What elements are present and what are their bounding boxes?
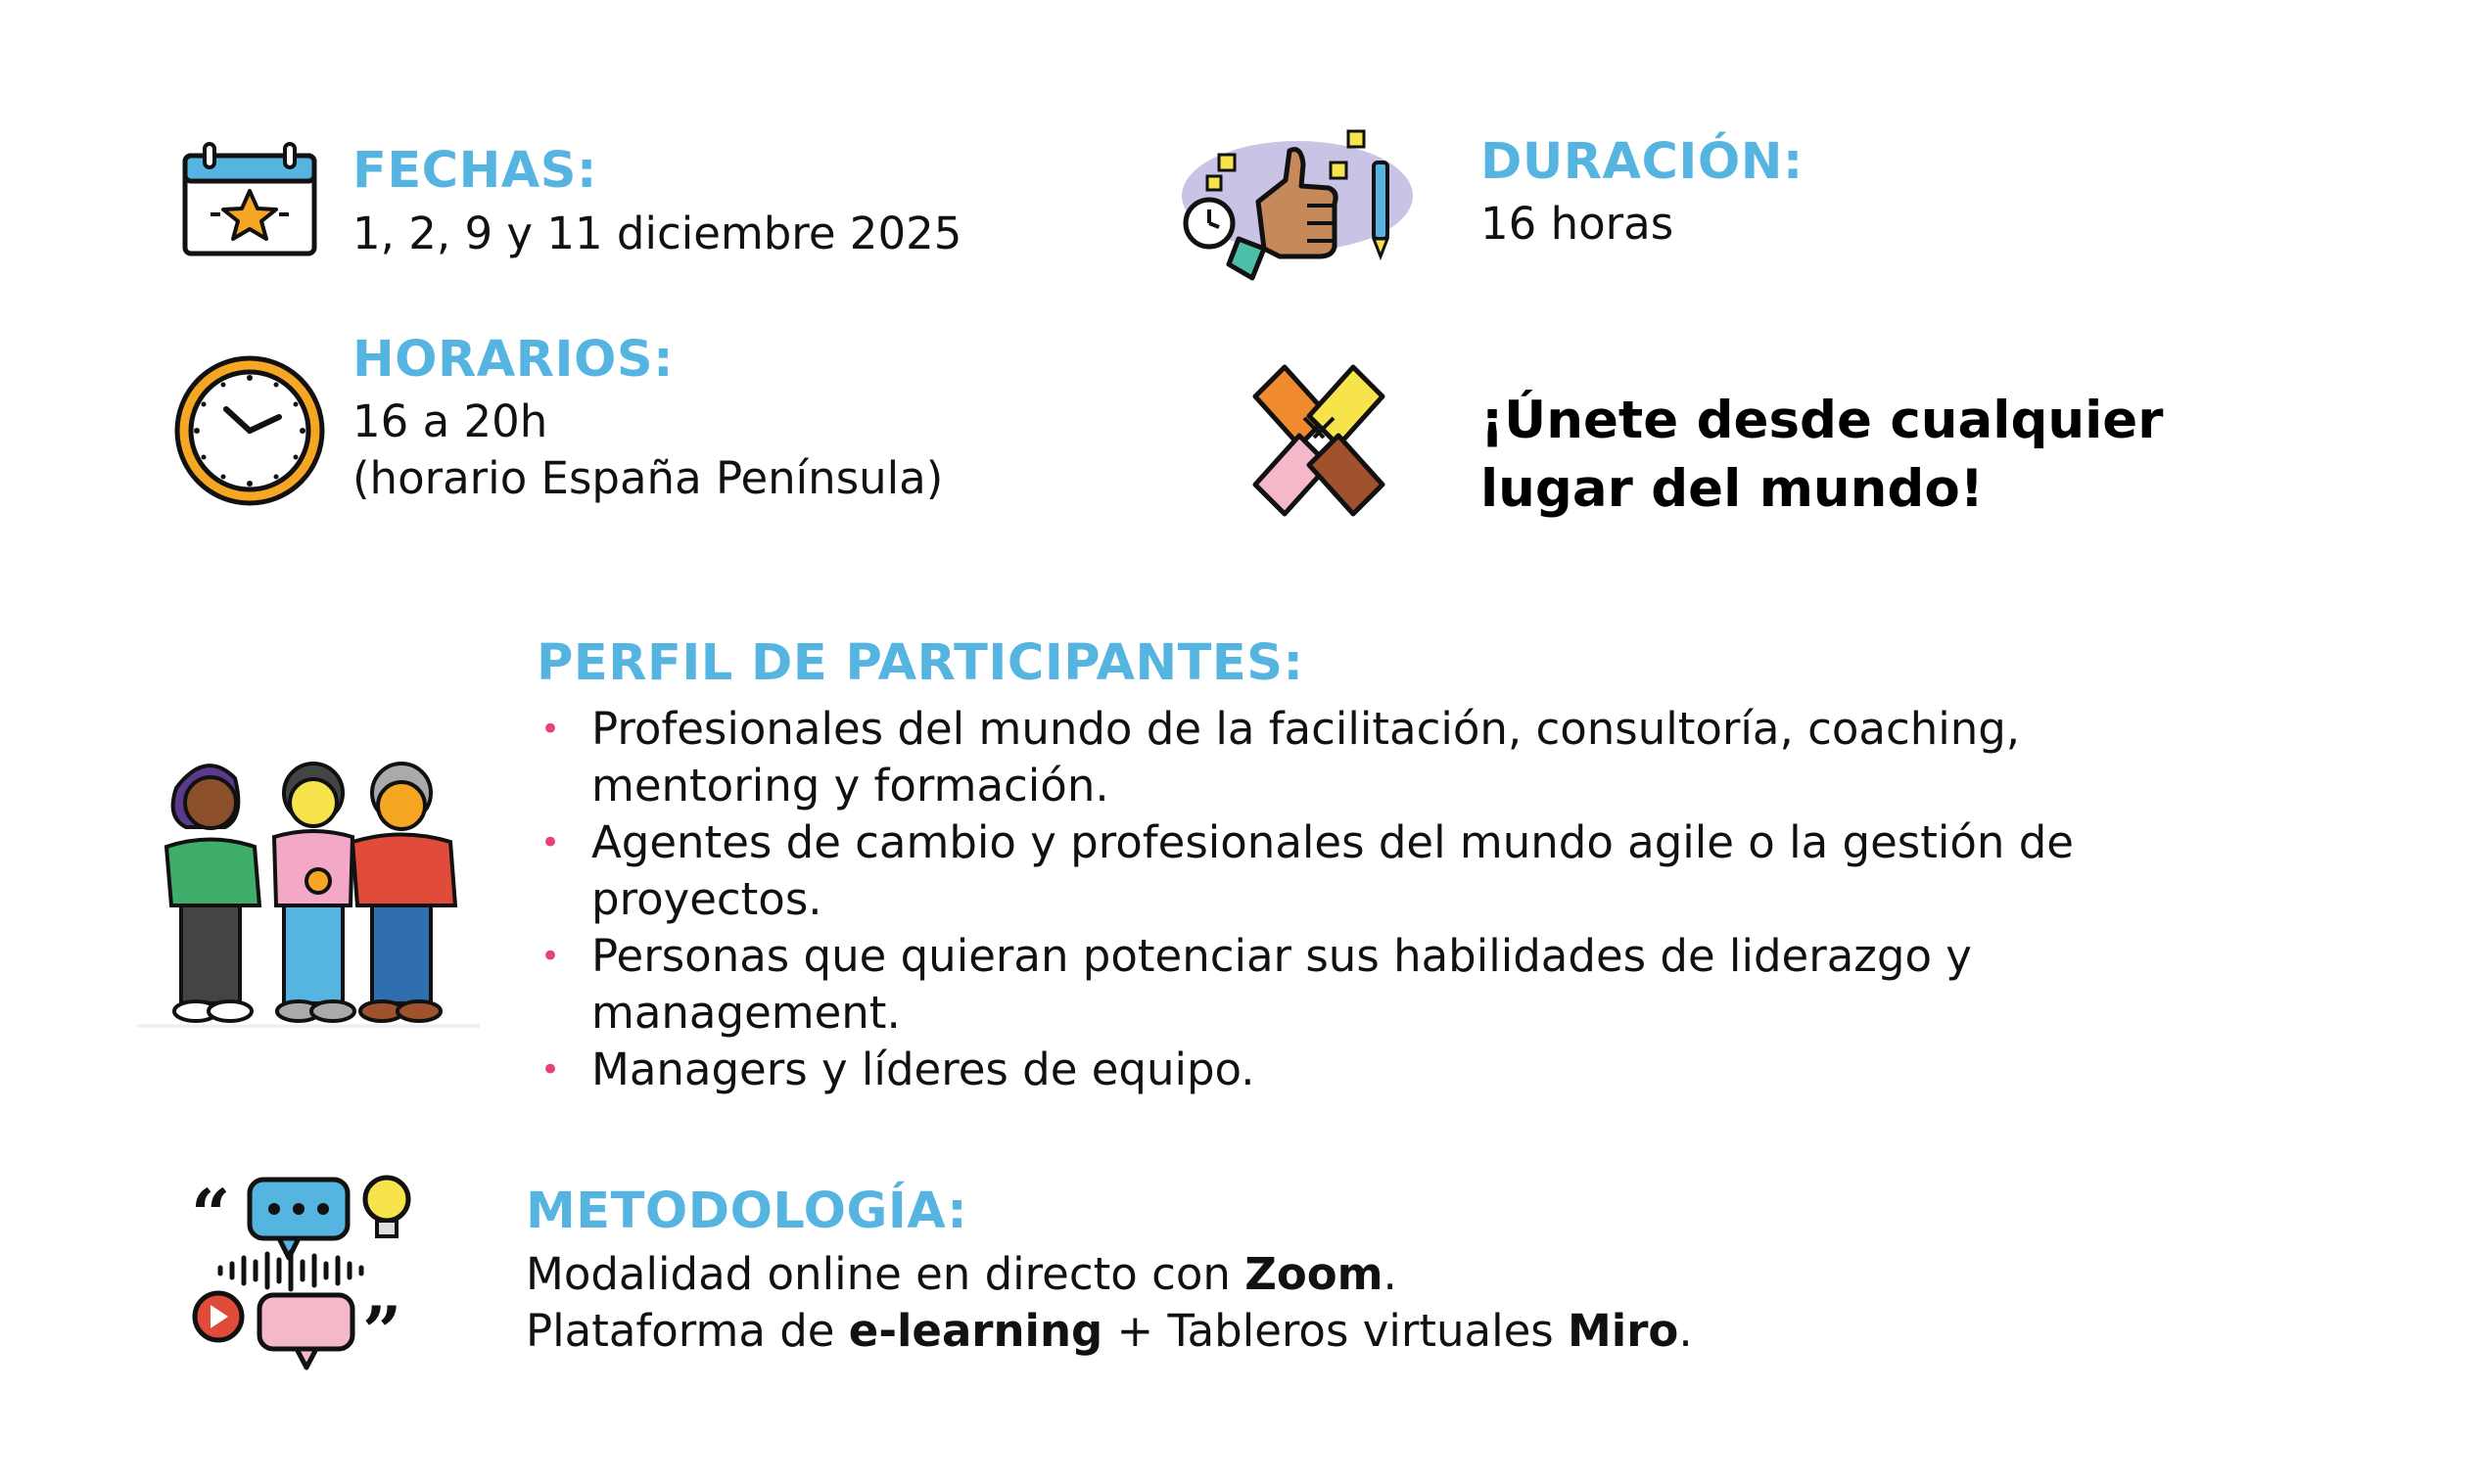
joined-hands-icon [1236, 357, 1402, 524]
svg-text:“: “ [191, 1174, 231, 1255]
perfil-title: PERFIL DE PARTICIPANTES: [537, 634, 1304, 692]
list-item-line: Agentes de cambio y profesionales del mundo agile o la gestión de [591, 816, 2074, 868]
list-item-line: management. [591, 987, 901, 1039]
list-item-line: mentoring y formación. [591, 760, 1109, 812]
unete-line2: lugar del mundo! [1480, 459, 1984, 519]
elearning-label: e-learning [848, 1305, 1103, 1357]
duracion-value: 16 horas [1480, 198, 1674, 250]
list-item [537, 928, 2397, 1042]
fechas-title: FECHAS: [352, 142, 597, 200]
bullet-dot: • [540, 823, 561, 862]
unete-line1: ¡Únete desde cualquier [1480, 391, 2164, 450]
miro-label: Miro [1568, 1305, 1679, 1357]
clock-icon [171, 352, 328, 509]
metodologia-line2-end: . [1678, 1305, 1693, 1357]
bullet-dot: • [540, 710, 561, 749]
thumbs-up-icon [1170, 125, 1425, 282]
list-item [537, 814, 2397, 928]
horarios-title: HORARIOS: [352, 331, 675, 389]
svg-text:”: ” [362, 1291, 402, 1370]
bullet-dot: • [540, 1050, 561, 1090]
metodologia-line1-end: . [1383, 1248, 1397, 1300]
calendar-icon [181, 142, 318, 257]
metodologia-line2 [526, 1303, 1693, 1360]
horarios-line2: (horario España Península) [352, 452, 944, 504]
fechas-value: 1, 2, 9 y 11 diciembre 2025 [352, 208, 962, 259]
list-item-line: Managers y líderes de equipo. [591, 1043, 1255, 1095]
list-item [537, 701, 2397, 814]
perfil-list [537, 701, 2397, 1098]
list-item-line: Personas que quieran potenciar sus habilidades de liderazgo y [591, 930, 1972, 982]
bullet-dot: • [540, 937, 561, 976]
metodologia-line1-text: Modalidad online en directo con [526, 1248, 1245, 1300]
list-item [537, 1042, 2397, 1098]
team-people-icon [137, 739, 480, 1033]
metodologia-title: METODOLOGÍA: [526, 1183, 968, 1240]
duracion-title: DURACIÓN: [1480, 133, 1804, 191]
zoom-label: Zoom [1244, 1248, 1383, 1300]
communication-icon [191, 1170, 426, 1370]
metodologia-line1 [526, 1246, 1397, 1303]
horarios-line1: 16 a 20h [352, 395, 548, 447]
metodologia-line2-mid: + Tableros virtuales [1102, 1305, 1569, 1357]
list-item-line: proyectos. [591, 873, 822, 925]
list-item-line: Profesionales del mundo de la facilitación, consultoría, coaching, [591, 703, 2021, 755]
metodologia-line2-text: Plataforma de [526, 1305, 849, 1357]
